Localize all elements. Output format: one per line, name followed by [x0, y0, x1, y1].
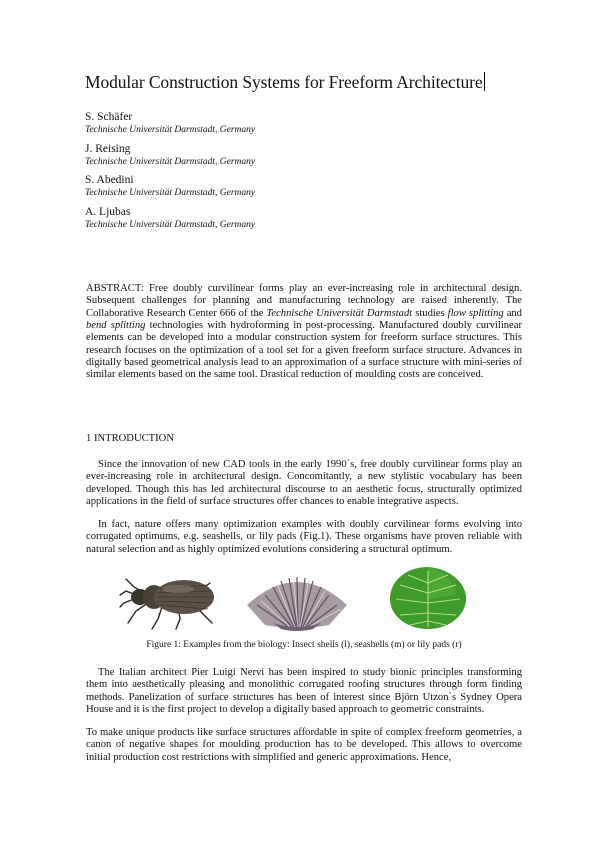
seashell-image: [243, 565, 351, 631]
author-affiliation: Technische Universität Darmstadt, Germany: [85, 157, 256, 167]
figure-caption: Figure 1: Examples from the biology: Insect shells (l), seashells (m) or lily pads (r): [146, 640, 462, 650]
author-name: A. Ljubas: [85, 206, 131, 218]
abstract: ABSTRACT: Free doubly curvilinear forms play an ever-increasing role in architectural design. Subsequent challenges for planning and manufacturing technology are raised inherently. The Collaborative Research Center 666 of the Technische Universität Darmstadt studies flow splitting and bend splitting technologies with hydroforming in post-processing. Manufactured doubly curvilinear elements can be developed into a modular construction system for freeform surface structures. This research focuses on the optimization of a tool set for a given freeform surface structure. Advances in digitally based geometrical analysis lead to an approximation of a surface structure with mini-series of similar elements based on the same tool. Drastical reduction of moulding costs are conceived.: [86, 283, 522, 381]
section-heading: 1 INTRODUCTION: [86, 433, 174, 444]
author-affiliation: Technische Universität Darmstadt, Germany: [85, 125, 256, 135]
paragraph: In fact, nature offers many optimization examples with doubly curvilinear forms evolving into corrugated optimums, e.g. seashells, or lily pads (Fig.1). These organisms have proven reliable with natural selection and as highly optimized evolutions considering a structural optimum.: [86, 519, 522, 555]
paper-title: Modular Construction Systems for Freeform Architecture: [85, 72, 483, 92]
paragraph: To make unique products like surface structures affordable in spite of complex freeform geometries, a canon of negative shapes for moulding production has to be developed. This allows to overcome initial production cost restrictions with simplified and generic approximations. Hence,: [86, 727, 522, 763]
author-affiliation: Technische Universität Darmstadt, Germany: [85, 188, 256, 198]
paragraph: Since the innovation of new CAD tools in the early 1990´s, free doubly curvilinear forms play an ever-increasing role in architectural design. Concomitantly, a new stylistic vocabulary has been developed. Though this has led architectural discourse to an aesthetic focus, structurally optimized applications in the field of surface structures offer chances to enable integrative aspects.: [86, 459, 522, 508]
author-name: J. Reising: [85, 143, 131, 155]
author-name: S. Schäfer: [85, 111, 133, 123]
text-cursor: [484, 72, 485, 91]
lily-pad-image: [388, 565, 468, 631]
paragraph: The Italian architect Pier Luigi Nervi has been inspired to study bionic principles transforming them into aesthetically pleasing and monolithic corrugated roofing structures through form finding methods. Panelization of surface structures has been of interest since Björn Utzon`s Sydney Opera House and it is the first project to develop a digitally based approach to geometric constraints.: [86, 667, 522, 716]
beetle-image: [118, 565, 226, 631]
author-affiliation: Technische Universität Darmstadt, Germany: [85, 220, 256, 230]
author-name: S. Abedini: [85, 174, 134, 186]
